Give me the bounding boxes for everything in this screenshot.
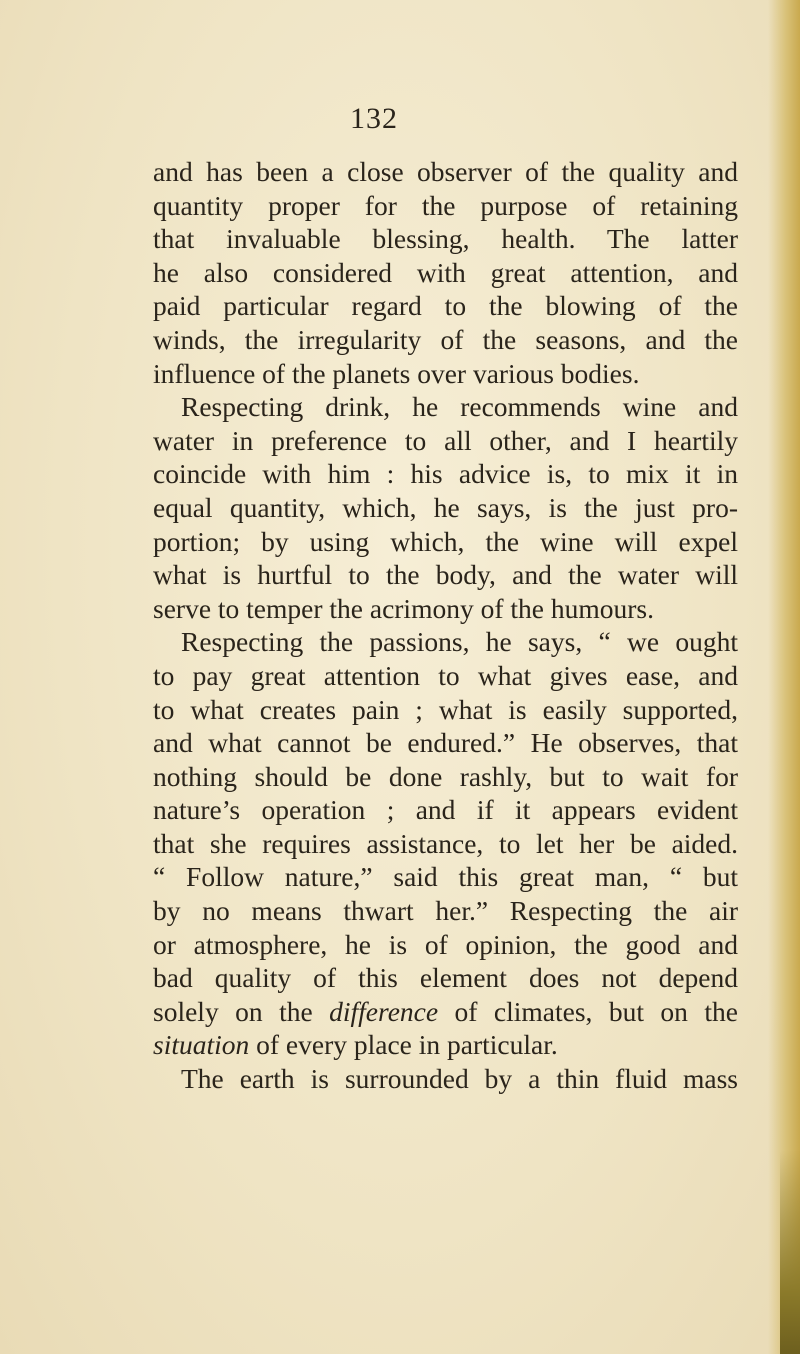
text-line: that she requires assistance, to let her be aided. (153, 827, 738, 859)
text-line: Respecting drink, he recommends wine and (181, 391, 738, 423)
text-line: water in preference to all other, and I heartily (153, 424, 738, 456)
text-line: or atmosphere, he is of opinion, the good and (153, 928, 738, 960)
text-span: of every place in particular. (249, 1029, 558, 1061)
text-line: nature’s operation ; and if it appears evident (153, 794, 738, 826)
text-line: bad quality of this element does not depend (153, 962, 738, 994)
text-line: to pay great attention to what gives ease, and (153, 659, 738, 691)
text-line: he also considered with great attention, and (153, 256, 738, 288)
text-line: serve to temper the acrimony of the humours. (153, 592, 654, 624)
text-line (153, 995, 738, 1029)
text-line: winds, the irregularity of the seasons, and the (153, 323, 738, 355)
text-line: coincide with him : his advice is, to mix it in (153, 458, 738, 490)
text-line: nothing should be done rashly, but to wait for (153, 760, 738, 792)
text-line: and what cannot be endured.” He observes, that (153, 727, 738, 759)
body-text (153, 155, 738, 1096)
text-line: equal quantity, which, he says, is the just pro- (153, 491, 738, 523)
text-line: Respecting the passions, he says, “ we ought (181, 626, 738, 658)
italic-text: difference (329, 995, 439, 1027)
text-line: paid particular regard to the blowing of the (153, 290, 738, 322)
text-line: The earth is surrounded by a thin fluid mass (181, 1063, 738, 1095)
text-line: that invaluable blessing, health. The latter (153, 223, 738, 255)
page-number: 132 (350, 102, 398, 135)
italic-text: situation (153, 1029, 250, 1061)
text-lines (153, 155, 738, 995)
text-line: “ Follow nature,” said this great man, “ but (153, 861, 738, 893)
page-edge-stain (780, 1150, 800, 1354)
text-span: solely on the (153, 995, 330, 1027)
text-line: portion; by using which, the wine will expel (153, 525, 738, 557)
text-line: what is hurtful to the body, and the water will (153, 559, 738, 591)
text-line (153, 1028, 738, 1062)
text-line: influence of the planets over various bodies. (153, 357, 640, 389)
text-line: and has been a close observer of the quality and (153, 156, 738, 187)
text-span: of climates, but on the (438, 995, 738, 1027)
text-line: by no means thwart her.” Respecting the air (153, 895, 738, 927)
text-line: to what creates pain ; what is easily supported, (153, 693, 738, 725)
text-line: quantity proper for the purpose of retaining (153, 189, 738, 221)
